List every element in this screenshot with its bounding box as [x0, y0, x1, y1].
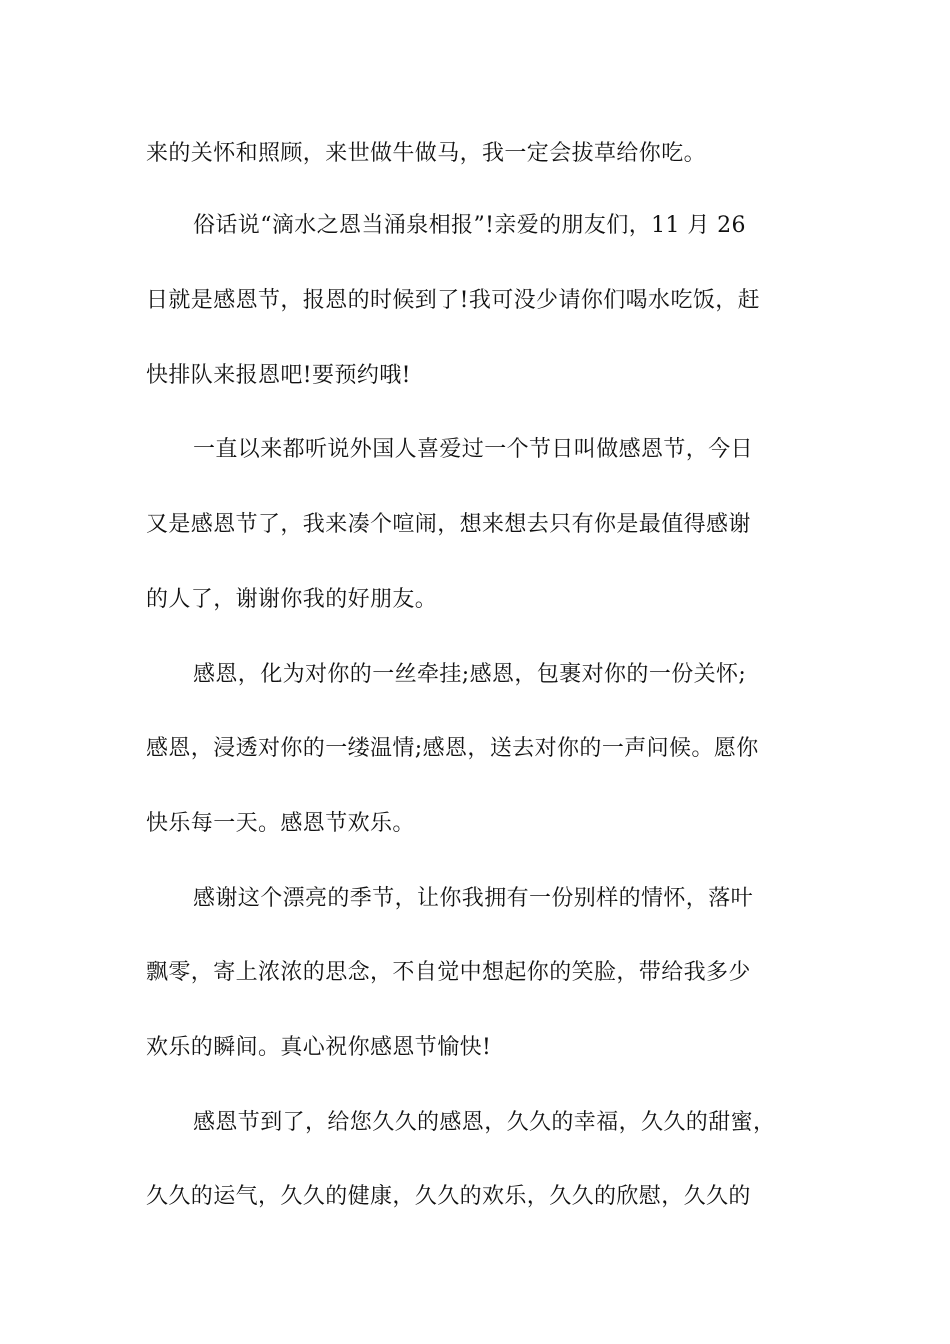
text-line: 快乐每一天。感恩节欢乐。	[146, 811, 415, 836]
text-line: 感恩节到了，给您久久的感恩，久久的幸福，久久的甜蜜，	[193, 1110, 776, 1135]
text-line: 俗话说“滴水之恩当涌泉相报”!亲爱的朋友们，11 月 26	[193, 213, 746, 238]
text-line: 感恩，化为对你的一丝牵挂;感恩，包裹对你的一份关怀;	[193, 662, 747, 687]
text-line: 飘零，寄上浓浓的思念，不自觉中想起你的笑脸，带给我多少	[146, 960, 751, 985]
text-line: 久久的运气，久久的健康，久久的欢乐，久久的欣慰，久久的	[146, 1184, 751, 1209]
text-line: 快排队来报恩吧!要预约哦!	[146, 363, 411, 388]
text-line: 一直以来都听说外国人喜爱过一个节日叫做感恩节，今日	[193, 437, 754, 462]
text-line: 来的关怀和照顾，来世做牛做马，我一定会拔草给你吃。	[146, 141, 707, 166]
text-line: 感谢这个漂亮的季节，让你我拥有一份别样的情怀，落叶	[193, 886, 754, 911]
text-line: 的人了，谢谢你我的好朋友。	[146, 587, 438, 612]
text-line: 日就是感恩节，报恩的时候到了!我可没少请你们喝水吃饭，赶	[146, 288, 761, 313]
text-line: 又是感恩节了，我来凑个喧闹，想来想去只有你是最值得感谢	[146, 512, 751, 537]
text-line: 感恩，浸透对你的一缕温情;感恩，送去对你的一声问候。愿你	[146, 736, 759, 761]
text-line: 欢乐的瞬间。真心祝你感恩节愉快!	[146, 1035, 492, 1060]
